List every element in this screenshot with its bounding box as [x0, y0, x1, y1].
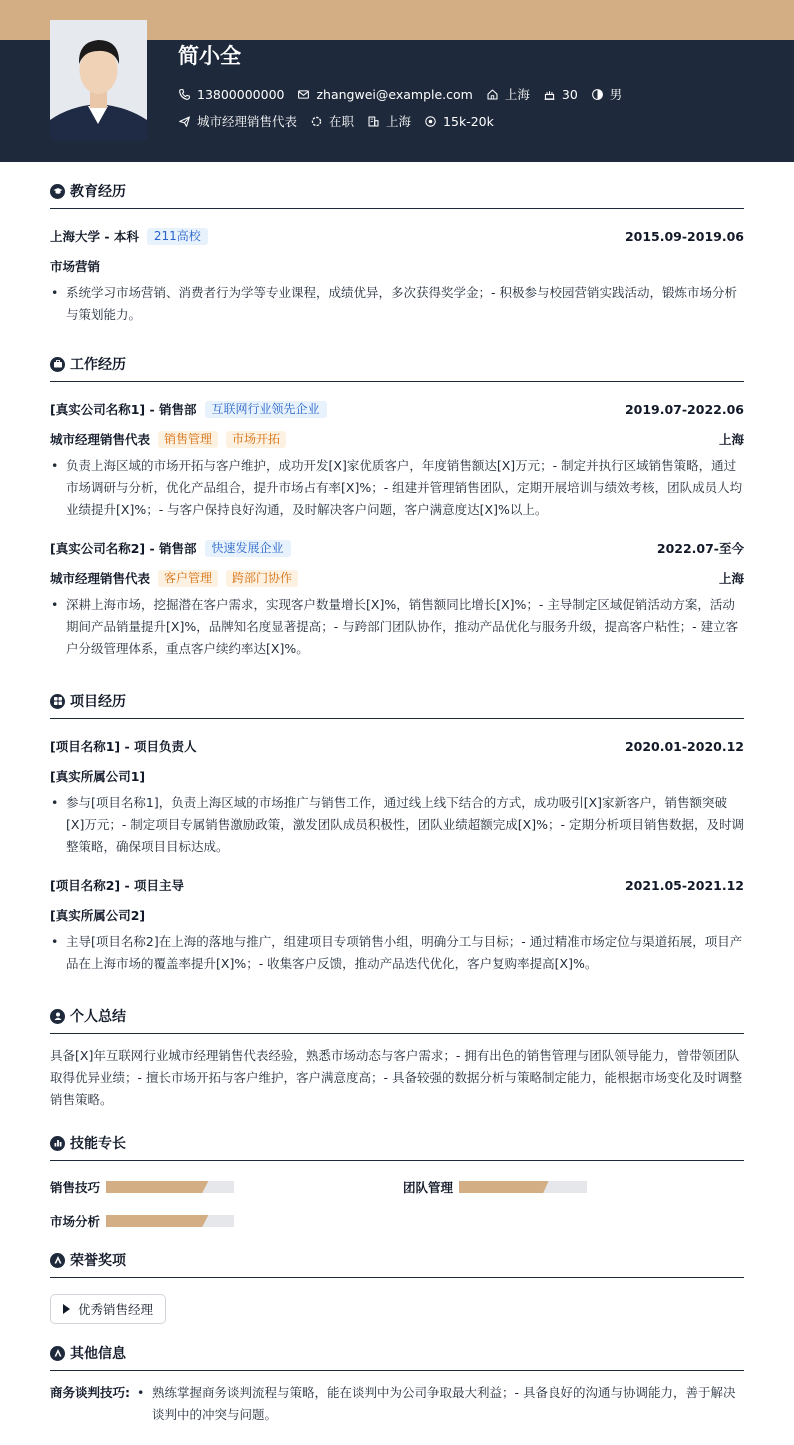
phone-info — [178, 87, 284, 102]
user-icon — [50, 1009, 65, 1024]
skill-bar — [106, 1215, 234, 1227]
grid-icon — [50, 694, 65, 709]
briefcase-icon — [50, 357, 65, 372]
other-title: 其他信息 — [70, 1346, 126, 1362]
skill-label: 销售技巧 — [50, 1180, 101, 1195]
graduation-cap-icon — [50, 184, 65, 199]
projects-title: 项目经历 — [70, 694, 126, 710]
project-date: 2020.01-2020.12 — [624, 738, 744, 754]
work-city: 上海 — [718, 432, 744, 447]
project-2-header — [50, 875, 744, 895]
salary-info — [424, 114, 494, 129]
avatar-photo — [50, 20, 147, 140]
skill-tag: 跨部门协作 — [226, 570, 298, 587]
skill-bar-fill — [459, 1181, 549, 1193]
skills-section — [50, 1132, 744, 1242]
skill-tag: 销售管理 — [158, 431, 218, 448]
job-intent-row — [178, 112, 507, 130]
company-tag: 互联网行业领先企业 — [205, 401, 327, 418]
major-name: 市场营销 — [50, 259, 101, 274]
skill-bar — [106, 1181, 234, 1193]
skill-bar-fill — [106, 1181, 208, 1193]
project-1-company-row — [50, 766, 744, 786]
education-header — [50, 180, 744, 209]
work-date: 2019.07-2022.06 — [624, 401, 744, 417]
bar-chart-icon — [50, 1136, 65, 1151]
target-job-text: 城市经理销售代表 — [197, 114, 298, 129]
work-city: 上海 — [718, 571, 744, 586]
gender-icon — [591, 88, 604, 101]
skill-tag: 市场开拓 — [226, 431, 286, 448]
skill-label: 团队管理 — [403, 1180, 454, 1195]
summary-title: 个人总结 — [70, 1009, 126, 1025]
education-date: 2015.09-2019.06 — [624, 228, 744, 244]
award-label: 优秀销售经理 — [78, 1302, 154, 1317]
award-icon — [50, 1346, 65, 1361]
gender-text: 男 — [609, 87, 623, 102]
work-description: • 负责上海区域的市场开拓与客户维护，成功开发[X]家优质客户，年度销售额达[X]万元；- 制定并执行区域销售策略，通过市场调研与分析，优化产品组合，提升市场占有率[X]%；- 组建并管理销售团队，定期开展培训与绩效考核，团队成员人均业绩提升[X]%；- 与客户保持良好沟通，及时解决客户问题，客户满意度达[X]%以上。 — [50, 455, 744, 521]
candidate-name: 简小全 — [178, 44, 241, 68]
skill-item — [50, 1178, 234, 1196]
summary-text: 具备[X]年互联网行业城市经理销售代表经验，熟悉市场动态与客户需求；- 拥有出色的销售管理与团队领导能力，曾带领团队取得优异业绩；- 擅长市场开拓与客户维护，客户满意度高；- 具备较强的数据分析与策略制定能力，能根据市场变化及时调整销售策略。 — [50, 1048, 742, 1107]
projects-section — [50, 690, 744, 975]
honors-section — [50, 1249, 744, 1324]
education-entry-header — [50, 226, 744, 246]
salary-text: 15k-20k — [443, 113, 494, 129]
project-1-header — [50, 736, 744, 756]
target-city-text: 上海 — [386, 114, 412, 129]
mail-icon — [297, 88, 310, 101]
company-name: [真实公司名称2] - 销售部 — [50, 541, 197, 556]
skills-title: 技能专长 — [70, 1136, 126, 1152]
skill-item — [50, 1212, 234, 1230]
location-info — [486, 85, 530, 103]
project-date: 2021.05-2021.12 — [624, 877, 744, 893]
cake-icon — [543, 88, 556, 101]
work-header — [50, 353, 744, 382]
work-date: 2022.07-至今 — [656, 541, 744, 556]
work-entry-1-role — [50, 429, 744, 449]
major-row — [50, 256, 744, 276]
project-name: [项目名称1] - 项目负责人 — [50, 739, 197, 754]
phone-icon — [178, 88, 191, 101]
status-text: 在职 — [329, 114, 355, 129]
company-name: [真实公司名称1] - 销售部 — [50, 402, 197, 417]
work-entry-2-header — [50, 538, 744, 558]
work-entry-1-header — [50, 399, 744, 419]
work-entry-2-role — [50, 568, 744, 588]
other-section — [50, 1342, 744, 1426]
education-section — [50, 180, 744, 326]
target-icon — [424, 115, 437, 128]
work-description: • 深耕上海市场，挖掘潜在客户需求，实现客户数量增长[X]%，销售额同比增长[X]%；- 主导制定区域促销活动方案，活动期间产品销量提升[X]%，品牌知名度显著提高；- 与跨部门团队协作，推动产品优化与服务升级，提高客户粘性；- 建立客户分级管理体系，重点客户续约率达[X]%。 — [50, 594, 744, 660]
project-2-company-row — [50, 905, 744, 925]
award-item[interactable] — [50, 1294, 166, 1324]
building-icon — [367, 115, 380, 128]
other-header — [50, 1342, 744, 1371]
other-item — [50, 1382, 744, 1426]
location-text: 上海 — [504, 87, 530, 102]
projects-header — [50, 690, 744, 719]
other-label: 商务谈判技巧: — [50, 1385, 130, 1400]
project-description: • 参与[项目名称1]，负责上海区域的市场推广与销售工作，通过线上线下结合的方式，成功吸引[X]家新客户，销售额突破[X]万元；- 制定项目专属销售激励政策，激发团队成员积极性，团队业绩超额完成[X]%；- 定期分析项目销售数据，及时调整策略，确保项目目标达成。 — [50, 792, 744, 858]
target-job-info — [178, 112, 297, 130]
project-description: • 主导[项目名称2]在上海的落地与推广，组建项目专项销售小组，明确分工与目标；- 通过精准市场定位与渠道拓展，项目产品在上海市场的覆盖率提升[X]%；- 收集客户反馈，推动产品迭代优化，客户复购率提高[X]%。 — [50, 931, 744, 975]
honors-header — [50, 1249, 744, 1278]
honors-title: 荣誉奖项 — [70, 1253, 126, 1269]
email-text: zhangwei@example.com — [316, 86, 473, 102]
target-city-info — [367, 112, 411, 130]
skill-item — [403, 1178, 587, 1196]
award-icon — [50, 1253, 65, 1268]
status-icon — [310, 115, 323, 128]
send-icon — [178, 115, 191, 128]
work-section — [50, 353, 744, 660]
school-name: 上海大学 - 本科 — [50, 229, 139, 244]
age-info — [543, 87, 578, 102]
skill-bar — [459, 1181, 587, 1193]
education-description: • 系统学习市场营销、消费者行为学等专业课程，成绩优异，多次获得奖学金；- 积极参与校园营销实践活动，锻炼市场分析与策划能力。 — [50, 282, 744, 326]
education-title: 教育经历 — [70, 184, 126, 200]
skill-label: 市场分析 — [50, 1214, 101, 1229]
other-description: • 熟练掌握商务谈判流程与策略，能在谈判中为公司争取最大利益；- 具备良好的沟通与协调能力，善于解决谈判中的冲突与问题。 — [136, 1382, 744, 1426]
project-company: [真实所属公司2] — [50, 908, 146, 923]
email-info — [297, 87, 472, 102]
play-icon — [63, 1304, 70, 1314]
skill-tag: 客户管理 — [158, 570, 218, 587]
job-role: 城市经理销售代表 — [50, 432, 151, 447]
work-title: 工作经历 — [70, 357, 126, 373]
project-company: [真实所属公司1] — [50, 769, 146, 784]
skill-bar-fill — [106, 1215, 208, 1227]
skills-header — [50, 1132, 744, 1161]
gender-info — [591, 85, 623, 103]
summary-section — [50, 1005, 744, 1111]
school-tag: 211高校 — [147, 228, 208, 245]
company-tag: 快速发展企业 — [205, 540, 291, 557]
phone-text: 13800000000 — [197, 86, 285, 102]
summary-header — [50, 1005, 744, 1034]
job-role: 城市经理销售代表 — [50, 571, 151, 586]
age-text: 30 — [561, 86, 578, 102]
project-name: [项目名称2] - 项目主导 — [50, 878, 185, 893]
contact-row — [178, 85, 635, 103]
home-icon — [486, 88, 499, 101]
status-info — [310, 112, 354, 130]
